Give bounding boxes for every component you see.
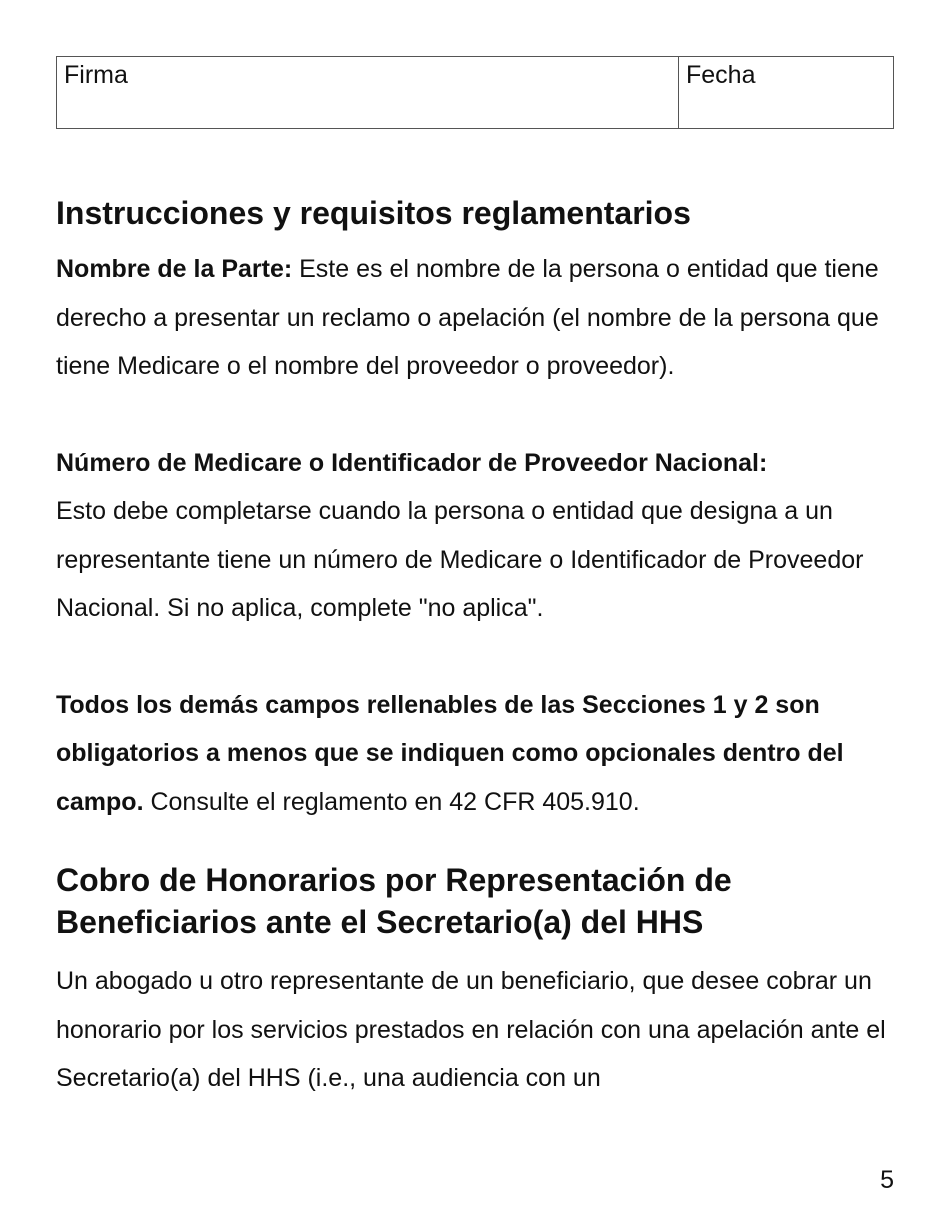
instructions-heading: Instrucciones y requisitos reglamentarios [56,195,691,231]
document-body [56,192,904,1103]
date-field[interactable] [679,57,893,128]
signature-label: Firma [64,61,128,89]
medicare-number-label: Número de Medicare o Identificador de Proveedor Nacional: [56,448,768,477]
other-fields-label: Todos los demás campos rellenables de las Secciones 1 y 2 son obligatorios a menos que se indiquen como opcionales dentro del campo. [56,690,844,816]
fees-paragraph: Un abogado u otro representante de un beneficiario, que desee cobrar un honorario por los servicios prestados en relación con una apelación ante el Secretario(a) del HHS (i.e., una audiencia con un [56,967,886,1092]
date-label: Fecha [686,61,756,89]
other-fields-paragraph [56,681,904,827]
other-fields-text: Consulte el reglamento en 42 CFR 405.910. [143,787,640,816]
party-name-paragraph [56,245,904,391]
party-name-text: Este es el nombre de la persona o entidad que tiene derecho a presentar un reclamo o apelación (el nombre de la persona que tiene Medicare o el nombre del proveedor o proveedor). [56,255,879,380]
page-number: 5 [880,1166,894,1194]
signature-table [56,56,894,129]
fees-heading: Cobro de Honorarios por Representación de Beneficiarios ante el Secretario(a) del HHS [56,862,732,940]
medicare-number-text: Esto debe completarse cuando la persona o entidad que designa a un representante tiene un número de Medicare o Identificador de Proveedor Nacional. Si no aplica, complete "no aplica". [56,497,864,622]
party-name-label: Nombre de la Parte: [56,255,293,283]
medicare-number-paragraph [56,439,904,633]
signature-field[interactable] [57,57,679,128]
